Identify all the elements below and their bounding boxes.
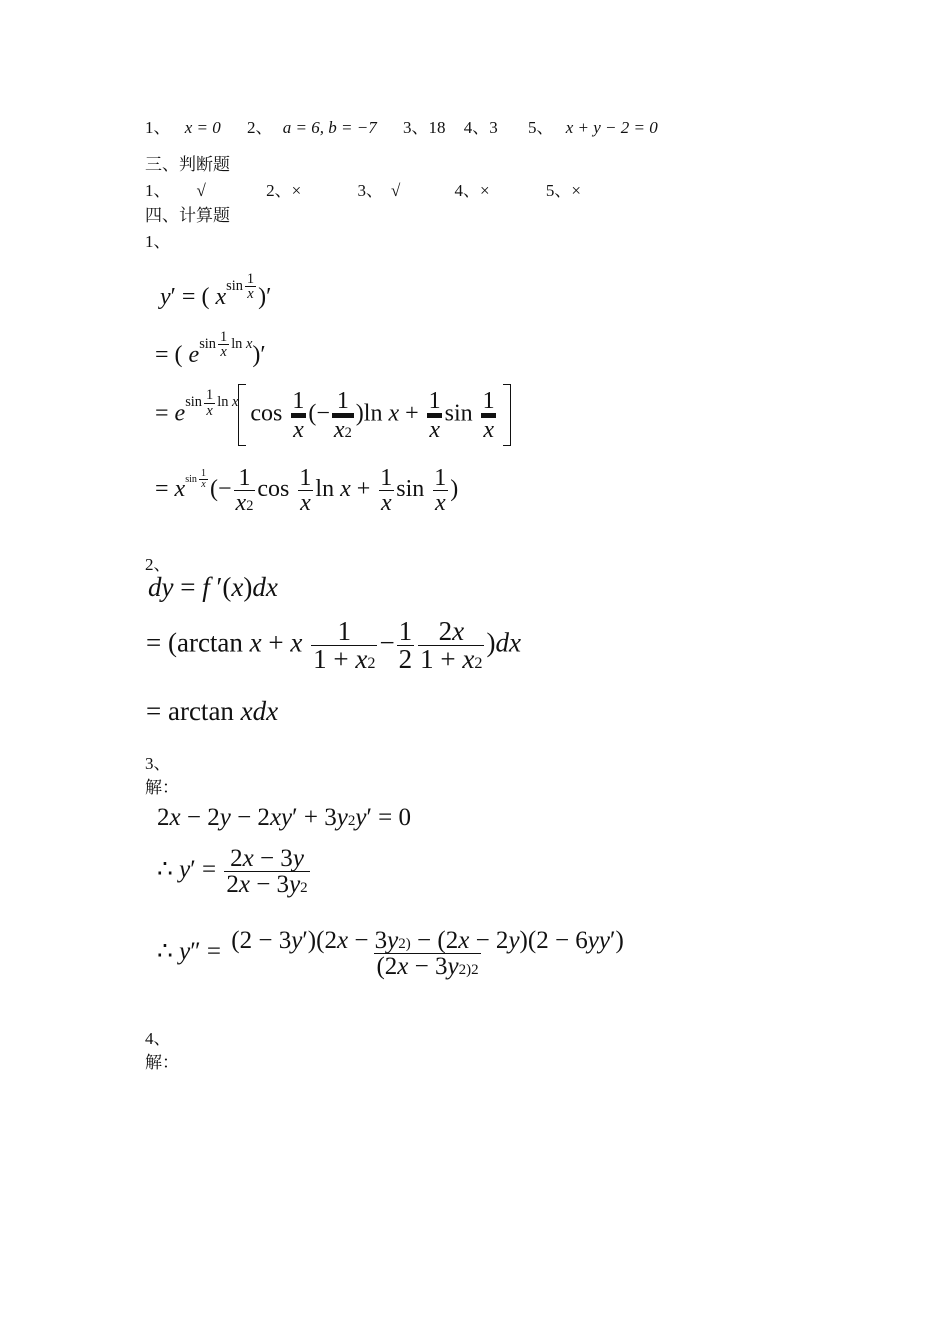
fill-num-1: 1、 [145, 118, 171, 137]
tf-num-5: 5、 [545, 181, 572, 200]
check-mark-icon: √ [390, 181, 401, 200]
p2-step-1: dy = f ′(x)dx [148, 572, 278, 602]
problem-3-number: 3、 [145, 754, 171, 773]
cross-mark-icon: × [571, 181, 581, 200]
problem-4-solution-label: 解： [145, 1053, 179, 1072]
p3-step-3: ∴ y″ = $\frac{(2 - 3y')(2x - 3y2) - (2x - 2y)(2 - 6yy')}{(2x - 3y2)2}$ [157, 927, 624, 980]
tf-num-3: 3、 [357, 181, 383, 200]
fill-num-3: 3、 [402, 118, 429, 137]
cross-mark-icon: × [291, 181, 302, 200]
p1-step-2: = ( esin $\frac{1}{x}$ ln x)′ [155, 329, 266, 369]
cross-mark-icon: × [480, 181, 490, 200]
fill-answer-3: 18 [428, 118, 446, 137]
fill-answers-line [145, 113, 658, 138]
p3-step-1: 2x − 2y − 2xy′ + 3y2y′ = 0 [157, 804, 412, 831]
fill-num-2: 2、 [247, 118, 273, 137]
p1-step-4: = xsin $\frac{1}{x}$ (− $\frac{1}{x2}$ cos $\frac{1}{x}$ ln x + $\frac{1}{x}$ sin $\frac{1}{x}$ ) [155, 465, 459, 516]
fill-answer-1: x = 0 [184, 118, 221, 137]
fill-num-4: 4、 [463, 118, 490, 137]
p1-step-3: = esin $\frac{1}{x}$ ln x cos $\frac{1}{x}$ (− $\frac{1}{x2}$ )ln x + $\frac{1}{x}$ sin $\frac{1}{x}$ [155, 384, 511, 446]
p3-step-2: ∴ y′ = $\frac{2x - 3y}{2x - 3y2}$ [157, 845, 308, 898]
problem-4-number: 4、 [145, 1029, 171, 1048]
check-mark-icon: √ [196, 181, 206, 200]
section-4-title: 四、计算题 [145, 206, 230, 225]
problem-2-number: 2、 [145, 555, 171, 574]
fill-num-5: 5、 [527, 118, 554, 137]
true-false-answers [145, 176, 581, 201]
fill-answer-2: a = 6, b = −7 [282, 118, 377, 137]
p2-step-2: = (arctan x + x $\frac{1}{1 + x2}$ − $\frac{1}{2}$ $\frac{2x}{1 + x2}$ )dx [146, 616, 521, 674]
section-3-title: 三、判断题 [145, 155, 230, 174]
p1-step-1: y′ = ( xsin $\frac{1}{x}$ )′ [160, 271, 272, 311]
tf-num-1: 1、 [145, 181, 171, 200]
problem-3-solution-label: 解： [145, 778, 179, 797]
p2-step-3: = arctan xdx [146, 696, 279, 726]
tf-num-2: 2、 [266, 181, 292, 200]
tf-num-4: 4、 [454, 181, 481, 200]
problem-1-number: 1、 [145, 232, 171, 251]
fill-answer-5: x + y − 2 = 0 [565, 118, 658, 137]
fill-answer-4: 3 [489, 118, 498, 137]
